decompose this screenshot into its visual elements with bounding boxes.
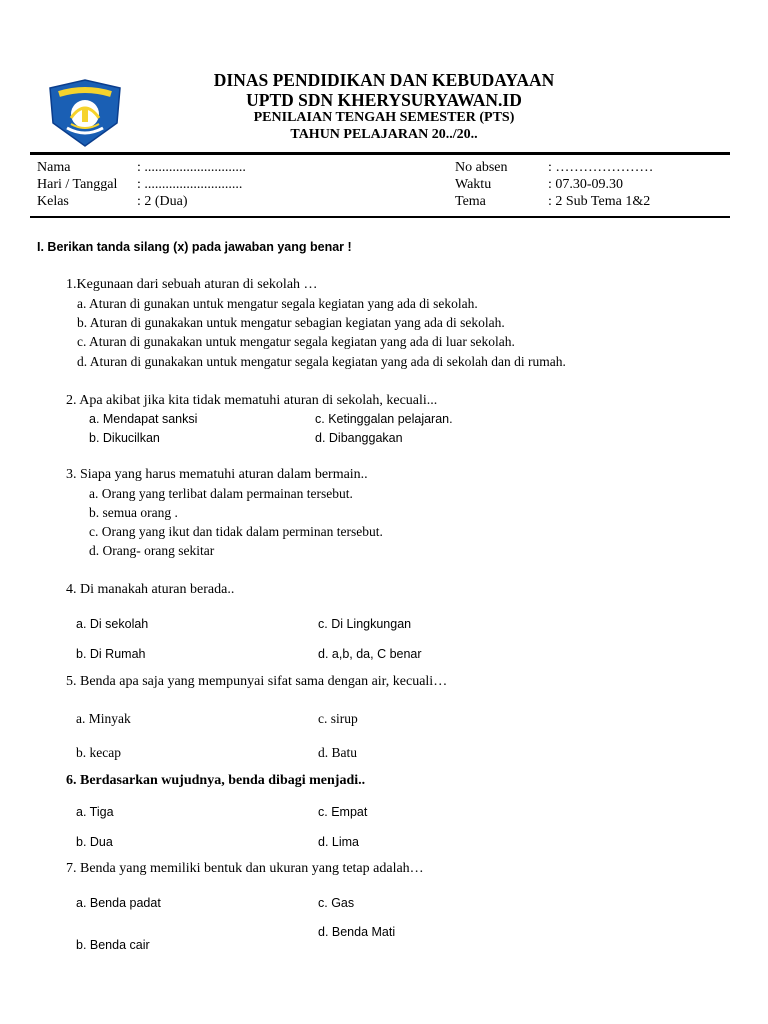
q4-option-a[interactable]: a. Di sekolah xyxy=(76,617,149,631)
hari-tanggal-field[interactable]: : ............................ xyxy=(137,177,243,192)
no-absen-label: No absen xyxy=(455,160,508,175)
header-line-3: PENILAIAN TENGAH SEMESTER (PTS) xyxy=(253,110,515,125)
q2-option-c[interactable]: c. Ketinggalan pelajaran. xyxy=(315,412,453,426)
waktu-label: Waktu xyxy=(455,177,492,192)
q2-option-b[interactable]: b. Dikucilkan xyxy=(89,431,160,445)
no-absen-field[interactable]: : ………………… xyxy=(548,160,654,175)
q6-option-d[interactable]: d. Lima xyxy=(318,835,359,849)
hari-tanggal-label: Hari / Tanggal xyxy=(37,177,118,192)
header-divider xyxy=(30,152,730,155)
q1-option-d[interactable]: d. Aturan di gunakakan untuk mengatur segala kegiatan yang ada di sekolah dan di rumah. xyxy=(77,354,566,369)
q4-option-c[interactable]: c. Di Lingkungan xyxy=(318,617,412,631)
question-5: 5. Benda apa saja yang mempunyai sifat sama dengan air, kecuali… xyxy=(66,674,448,689)
q1-option-a[interactable]: a. Aturan di gunakan untuk mengatur segala kegiatan yang ada di sekolah. xyxy=(77,296,478,311)
q5-option-a[interactable]: a. Minyak xyxy=(76,711,131,726)
kelas-label: Kelas xyxy=(37,194,69,209)
question-2: 2. Apa akibat jika kita tidak mematuhi aturan di sekolah, kecuali... xyxy=(66,393,438,408)
question-6: 6. Berdasarkan wujudnya, benda dibagi menjadi.. xyxy=(66,773,366,788)
section-title: I. Berikan tanda silang (x) pada jawaban yang benar ! xyxy=(37,240,352,254)
q5-option-b[interactable]: b. kecap xyxy=(76,745,121,760)
question-3: 3. Siapa yang harus mematuhi aturan dalam bermain.. xyxy=(66,467,368,482)
q4-option-d[interactable]: d. a,b, da, C benar xyxy=(318,647,422,661)
header-line-1: DINAS PENDIDIKAN DAN KEBUDAYAAN xyxy=(213,70,555,90)
q2-option-a[interactable]: a. Mendapat sanksi xyxy=(89,412,198,426)
q6-option-c[interactable]: c. Empat xyxy=(318,805,368,819)
q2-option-d[interactable]: d. Dibanggakan xyxy=(315,431,403,445)
q3-option-d[interactable]: d. Orang- orang sekitar xyxy=(89,543,215,558)
q1-option-c[interactable]: c. Aturan di gunakakan untuk mengatur segala kegiatan yang ada di luar sekolah. xyxy=(77,334,515,349)
waktu-value: : 07.30-09.30 xyxy=(548,177,624,192)
question-7: 7. Benda yang memiliki bentuk dan ukuran yang tetap adalah… xyxy=(66,861,424,876)
q3-option-c[interactable]: c. Orang yang ikut dan tidak dalam perminan tersebut. xyxy=(89,524,383,539)
q4-option-b[interactable]: b. Di Rumah xyxy=(76,647,146,661)
q5-option-c[interactable]: c. sirup xyxy=(318,711,358,726)
q1-option-b[interactable]: b. Aturan di gunakakan untuk mengatur sebagian kegiatan yang ada di sekolah. xyxy=(77,315,505,330)
header-line-4: TAHUN PELAJARAN 20../20.. xyxy=(290,127,478,142)
question-1: 1.Kegunaan dari sebuah aturan di sekolah … xyxy=(66,277,318,292)
q7-option-c[interactable]: c. Gas xyxy=(318,896,355,910)
q7-option-d[interactable]: d. Benda Mati xyxy=(318,925,396,939)
q7-option-b[interactable]: b. Benda cair xyxy=(76,938,150,952)
tema-label: Tema xyxy=(455,194,486,209)
q7-option-a[interactable]: a. Benda padat xyxy=(76,896,161,910)
kelas-value: : 2 (Dua) xyxy=(137,194,188,209)
nama-label: Nama xyxy=(37,160,71,175)
q6-option-a[interactable]: a. Tiga xyxy=(76,805,114,819)
q5-option-d[interactable]: d. Batu xyxy=(318,745,357,760)
q6-option-b[interactable]: b. Dua xyxy=(76,835,113,849)
q3-option-a[interactable]: a. Orang yang terlibat dalam permainan tersebut. xyxy=(89,486,353,501)
header-line-2: UPTD SDN KHERYSURYAWAN.ID xyxy=(246,90,522,110)
tema-value: : 2 Sub Tema 1&2 xyxy=(548,194,651,209)
q3-option-b[interactable]: b. semua orang . xyxy=(89,505,178,520)
question-4: 4. Di manakah aturan berada.. xyxy=(66,582,235,597)
info-divider xyxy=(30,216,730,218)
nama-field[interactable]: : ............................. xyxy=(137,160,246,175)
